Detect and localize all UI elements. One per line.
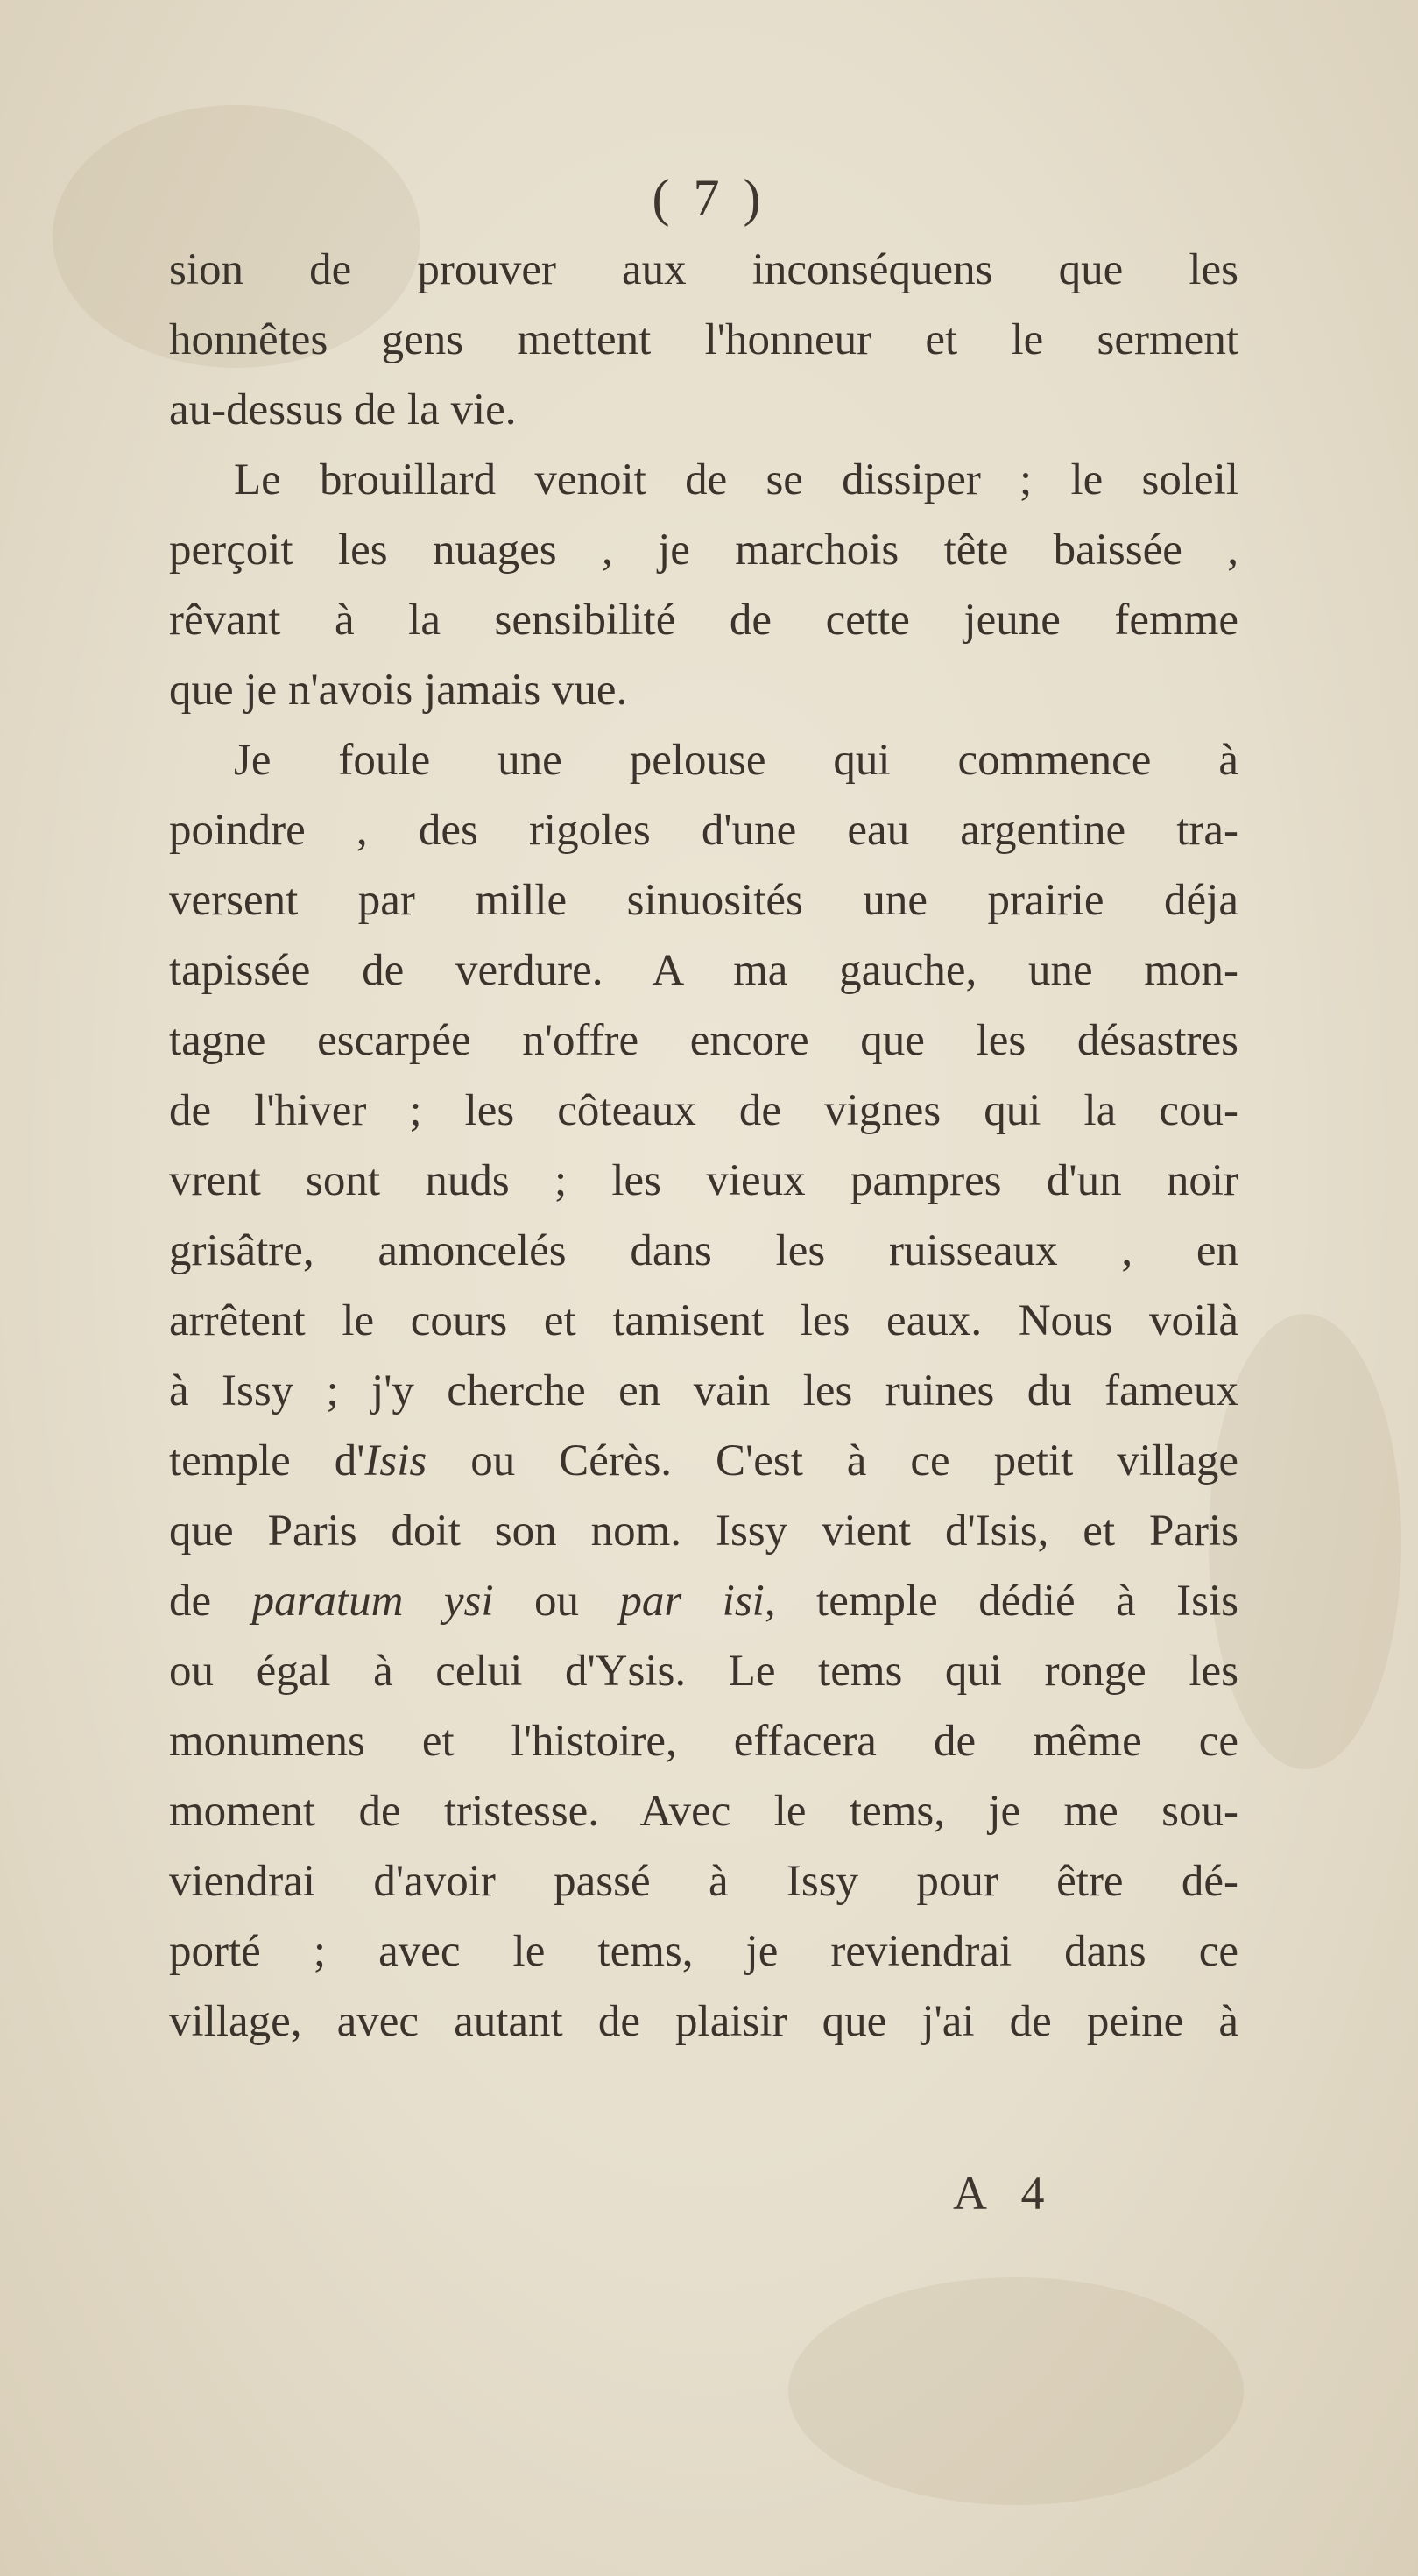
signature-mark: A 4 — [953, 2167, 1057, 2220]
page-number: ( 7 ) — [652, 169, 766, 227]
text-line: tapissée de verdure. A ma gauche, une mon- — [169, 946, 1238, 995]
text-line: perçoit les nuages , je marchois tête baissée , — [169, 526, 1238, 575]
text-line: ou égal à celui d'Ysis. Le tems qui ronge les — [169, 1647, 1238, 1696]
text-line: viendrai d'avoir passé à Issy pour être dé- — [169, 1857, 1238, 1906]
text-line: au-dessus de la vie. — [169, 385, 517, 434]
text-line: vrent sont nuds ; les vieux pampres d'un noir — [169, 1156, 1238, 1205]
text-line: grisâtre, amoncelés dans les ruisseaux , en — [169, 1226, 1238, 1275]
text-line: poindre , des rigoles d'une eau argentine tra- — [169, 806, 1238, 855]
text-line: Le brouillard venoit de se dissiper ; le soleil — [234, 455, 1238, 505]
text-line: de l'hiver ; les côteaux de vignes qui la cou- — [169, 1086, 1238, 1135]
text-line: moment de tristesse. Avec le tems, je me sou- — [169, 1787, 1238, 1836]
text-line: versent par mille sinuosités une prairie déja — [169, 876, 1238, 925]
paper-stain — [788, 2277, 1244, 2505]
text-line: que Paris doit son nom. Issy vient d'Isis, et Paris — [169, 1507, 1238, 1556]
text-line: honnêtes gens mettent l'honneur et le serment — [169, 315, 1238, 364]
text-line: arrêtent le cours et tamisent les eaux. Nous voilà — [169, 1296, 1238, 1345]
text-line: de paratum ysi ou par isi, temple dédié à Isis — [169, 1577, 1239, 1626]
text-line: temple d'Isis ou Cérès. C'est à ce petit village — [169, 1436, 1238, 1486]
text-line: village, avec autant de plaisir que j'ai de peine à — [169, 1997, 1238, 2046]
text-line: sion de prouver aux inconséquens que les — [169, 245, 1238, 294]
text-line: porté ; avec le tems, je reviendrai dans ce — [169, 1927, 1238, 1976]
text-line: à Issy ; j'y cherche en vain les ruines du fameux — [169, 1366, 1238, 1415]
text-line: monumens et l'histoire, effacera de même ce — [169, 1717, 1238, 1766]
text-line: rêvant à la sensibilité de cette jeune femme — [169, 596, 1238, 645]
text-line: tagne escarpée n'offre encore que les désastres — [169, 1016, 1238, 1065]
body-text — [169, 235, 1238, 2057]
text-line: que je n'avois jamais vue. — [169, 666, 628, 715]
text-line: Je foule une pelouse qui commence à — [234, 736, 1238, 785]
